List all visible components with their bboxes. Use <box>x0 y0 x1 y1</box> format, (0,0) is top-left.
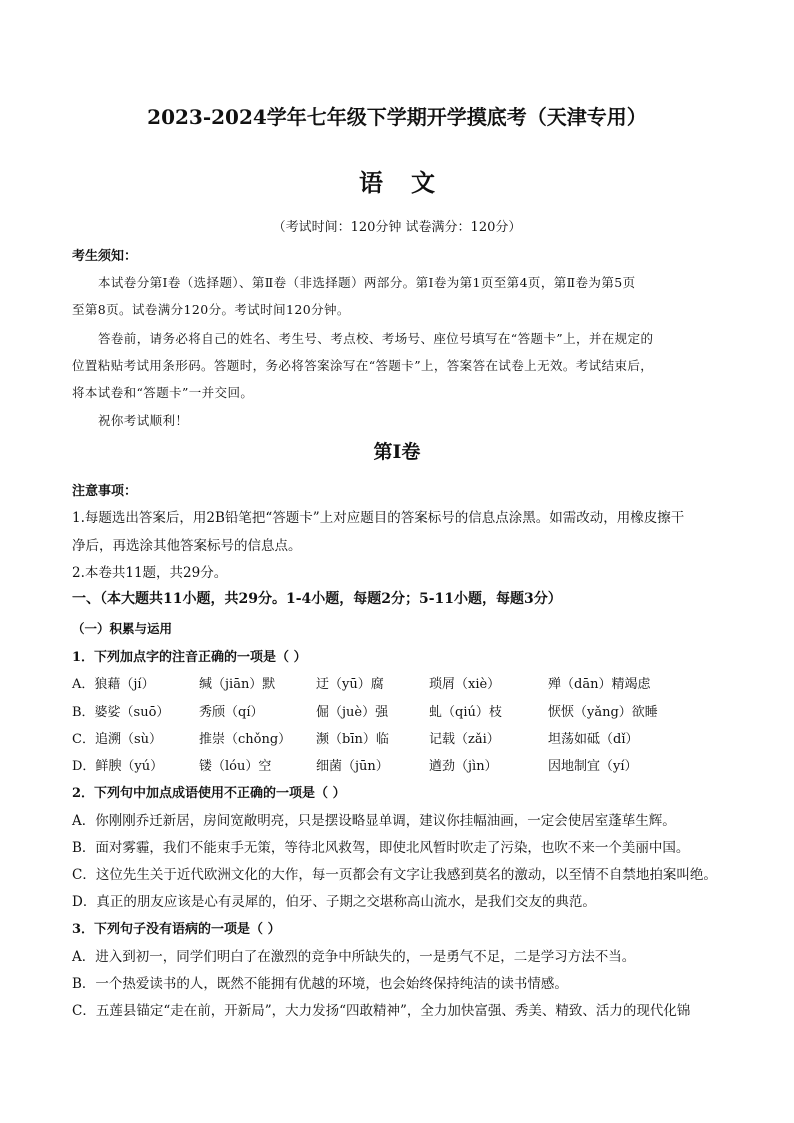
q2-option-b: B．面对雾霾，我们不能束手无策，等待北风救驾，即使北风暂时吹走了污染，也吹不来一个美丽中国。 <box>72 840 690 856</box>
q1-a-4: 琐屑（xiè） <box>429 677 501 692</box>
q3-option-a: A．进入到初一，同学们明白了在激烈的竞争中所缺失的，一是勇气不足，二是学习方法不当。 <box>72 949 636 965</box>
exam-info: （考试时间：120分钟 试卷满分：120分） <box>272 220 522 235</box>
q1-d-5: 因地制宜（yí） <box>548 759 638 774</box>
q1-c-2: 推崇（chǒng） <box>199 732 292 747</box>
q2-option-a: A．你刚刚乔迁新居，房间宽敞明亮，只是摆设略显单调，建议你挂幅油画，一定会使居室蓬荜生辉。 <box>72 813 676 829</box>
q1-b-4: 虬（qiú）枝 <box>429 705 502 720</box>
subsection-heading: （一）积累与运用 <box>72 621 173 636</box>
q1-d-4: 遒劲（jìn） <box>429 759 498 774</box>
q1-b-5: 恹恹（yǎng）欲睡 <box>548 705 658 720</box>
q1-c-5: 坦荡如砥（dǐ） <box>548 732 639 747</box>
q3-option-b: B．一个热爱读书的人，既然不能拥有优越的环境，也会始终保持纯洁的读书情感。 <box>72 976 568 992</box>
q1-a-3: 迂（yū）腐 <box>316 677 384 692</box>
instructions-p1-line1: 本试卷分第Ⅰ卷（选择题）、第Ⅱ卷（非选择题）两部分。第Ⅰ卷为第1页至第4页，第Ⅱ卷为第5页 <box>98 275 636 290</box>
instructions-p2-line1: 答卷前，请务必将自己的姓名、考生号、考点校、考场号、座位号填写在“答题卡”上，并在规定的 <box>98 331 654 346</box>
q1-c-3: 濒（bīn）临 <box>316 732 389 747</box>
q1-b-1: B．婆娑（suō） <box>72 705 170 720</box>
note1-line1: 1.每题选出答案后，用2B铅笔把“答题卡”上对应题目的答案标号的信息点涂黑。如需改动，用橡皮擦干 <box>72 510 685 526</box>
note2: 2.本卷共11题，共29分。 <box>72 565 228 581</box>
q1-b-2: 秀颀（qí） <box>199 705 264 720</box>
instructions-p2-line2: 位置粘贴考试用条形码。答题时，务必将答案涂写在“答题卡”上，答案答在试卷上无效。考试结束后， <box>72 358 654 373</box>
q1-c-4: 记载（zǎi） <box>429 732 500 747</box>
q1-d-2: 镂（lóu）空 <box>199 759 272 774</box>
subject-title: 语文 <box>359 168 463 197</box>
q1-d-1: D．鲜腴（yú） <box>72 759 164 774</box>
note1-line2: 净后，再选涂其他答案标号的信息点。 <box>72 538 302 554</box>
instructions-heading: 考生须知： <box>72 249 138 264</box>
instructions-p2-line3: 将本试卷和“答题卡”一并交回。 <box>72 385 254 400</box>
q3-stem: 3．下列句子没有语病的一项是（ ） <box>72 922 281 937</box>
exam-title: 2023-2024学年七年级下学期开学摸底考（天津专用） <box>147 105 647 129</box>
q1-b-3: 倔（juè）强 <box>316 705 389 720</box>
q3-option-c: C．五莲县锚定“走在前，开新局”，大力发扬“四敢精神”，全力加快富强、秀美、精致、活力的现代化锦 <box>72 1003 691 1019</box>
part1-title: 第Ⅰ卷 <box>373 441 421 463</box>
q1-c-1: C．追溯（sù） <box>72 732 162 747</box>
instructions-p1-line2: 至第8页。试卷满分120分。考试时间120分钟。 <box>72 302 350 317</box>
section-heading: 一、（本大题共11小题，共29分。1-4小题，每题2分；5-11小题，每题3分） <box>72 591 562 607</box>
q1-a-5: 殚（dān）精竭虑 <box>548 677 651 692</box>
q2-stem: 2．下列句中加点成语使用不正确的一项是（ ） <box>72 786 346 801</box>
q1-a-2: 缄（jiān）默 <box>199 677 276 692</box>
notes-heading: 注意事项： <box>72 484 138 499</box>
q1-a-1: A．狼藉（jí） <box>72 677 155 692</box>
q1-stem: 1．下列加点字的注音正确的一项是（ ） <box>72 650 307 665</box>
q2-option-d: D．真正的朋友应该是心有灵犀的，伯牙、子期之交堪称高山流水，是我们交友的典范。 <box>72 894 596 910</box>
q2-option-c: C．这位先生关于近代欧洲文化的大作，每一页都会有文字让我感到莫名的激动，以至情不自禁地拍案叫绝。 <box>72 867 717 883</box>
q1-d-3: 细菌（jūn） <box>316 759 389 774</box>
instructions-p3: 祝你考试顺利！ <box>98 413 189 428</box>
